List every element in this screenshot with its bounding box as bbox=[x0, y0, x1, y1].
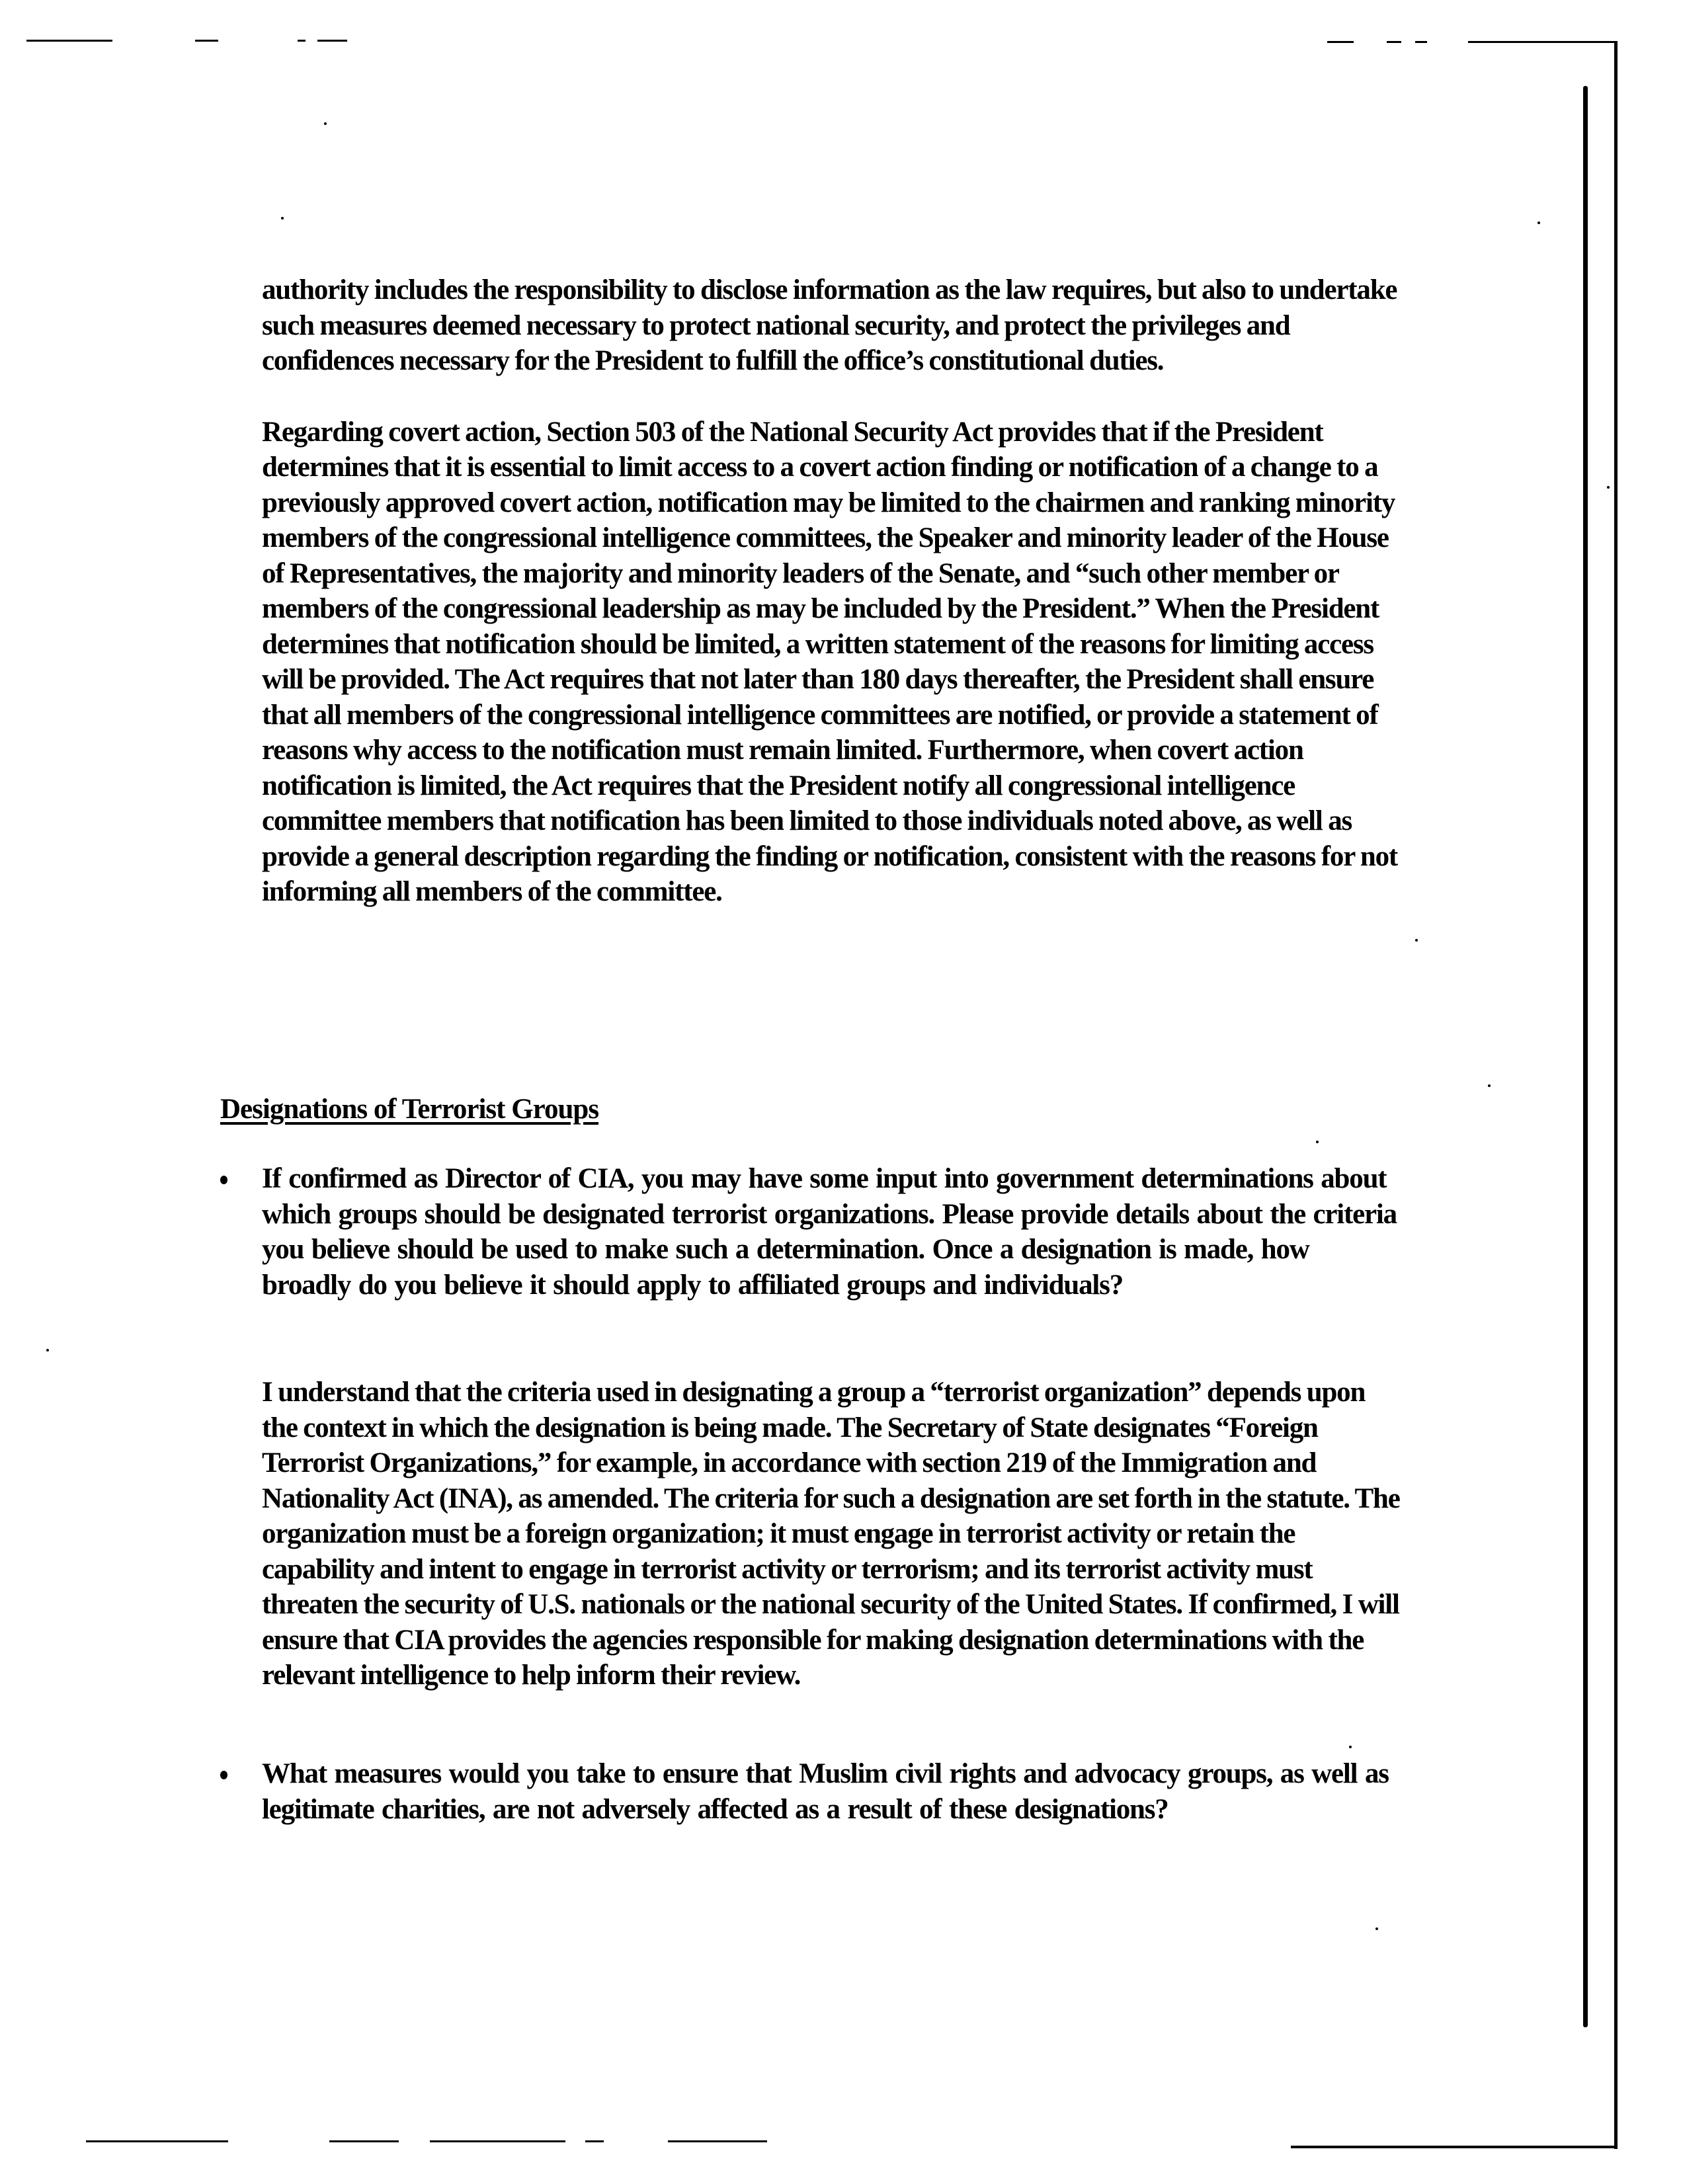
paragraph-authority: authority includes the responsibility to disclose information as the law requires, but also to undertake such measures deemed necessary to protect national security, and protect the privileges and confidences necessary for the President to fulfill the office’s constitutional duties. bbox=[262, 274, 1397, 376]
scan-artifact-dash bbox=[86, 2140, 228, 2142]
scan-speck bbox=[1488, 1084, 1491, 1087]
scan-border-right bbox=[1614, 41, 1618, 2149]
scan-artifact-dash bbox=[585, 2140, 604, 2142]
scan-speck bbox=[1375, 1927, 1378, 1930]
scan-artifact-dash bbox=[1387, 41, 1401, 43]
bullet-icon bbox=[220, 1756, 262, 1791]
question-2 bbox=[220, 1756, 1404, 1827]
question-1 bbox=[220, 1161, 1404, 1303]
scan-speck bbox=[1316, 1141, 1319, 1143]
scan-speck bbox=[1349, 1746, 1352, 1748]
scan-artifact-dash bbox=[329, 2140, 399, 2142]
section-heading: Designations of Terrorist Groups bbox=[220, 1094, 599, 1125]
scan-artifact-dash bbox=[1327, 41, 1354, 43]
scan-artifact-dash bbox=[430, 2140, 565, 2142]
scan-speck bbox=[324, 122, 327, 125]
scan-artifact-dash bbox=[26, 40, 112, 42]
scan-artifact-dash bbox=[1415, 41, 1427, 43]
question-text: If confirmed as Director of CIA, you may have some input into government determinations about which groups should be designated terrorist organizations. Please provide details about the criteria you believe should be used to make such a determination. Once a designation is made, how broadly do you believe it should apply to affiliated groups and individuals? bbox=[262, 1163, 1397, 1301]
scan-border-top bbox=[1468, 41, 1618, 43]
question-text: What measures would you take to ensure that Muslim civil rights and advocacy groups, as well as legitimate charities, are not adversely affected as a result of these designations? bbox=[262, 1758, 1389, 1825]
paragraph-covert-action: Regarding covert action, Section 503 of the National Security Act provides that if the President determines that it is essential to limit access to a covert action finding or notification of a change to a previously approved covert action, notification may be limited to the chairmen and ranking minority members of the congressional intelligence committees, the Speaker and minority leader of the House of Representatives, the majority and minority leaders of the Senate, and “such other member or members of the congressional leadership as may be included by the President.” When the President determines that notification should be limited, a written statement of the reasons for limiting access will be provided. The Act requires that not later than 180 days thereafter, the President shall ensure that all members of the congressional intelligence committees are notified, or provide a statement of reasons why access to the notification must remain limited. Furthermore, when covert action notification is limited, the Act requires that the President notify all congressional intelligence committee members that notification has been limited to those individuals noted above, as well as provide a general description regarding the finding or notification, consistent with the reasons for not informing all members of the committee. bbox=[262, 416, 1397, 907]
answer-1: I understand that the criteria used in designating a group a “terrorist organization” depends upon the context in which the designation is being made. The Secretary of State designates “Foreign Terrorist Organizations,” for example, in accordance with section 219 of the Immigration and Nationality Act (INA), as amended. The criteria for such a designation are set forth in the statute. The organization must be a foreign organization; it must engage in terrorist activity or retain the capability and intent to engage in terrorist activity or terrorism; and its terrorist activity must threaten the security of U.S. nationals or the national security of the United States. If confirmed, I will ensure that CIA provides the agencies responsible for making designation determinations with the relevant intelligence to help inform their review. bbox=[262, 1377, 1400, 1691]
scan-artifact-dash bbox=[195, 40, 218, 42]
scan-speck bbox=[1415, 939, 1418, 942]
scan-speck bbox=[281, 217, 284, 220]
scan-artifact-dash bbox=[298, 40, 306, 42]
body-text bbox=[262, 272, 1399, 946]
scan-artifact-bar bbox=[1583, 86, 1588, 2027]
scan-speck bbox=[46, 1349, 49, 1352]
bullet-icon bbox=[220, 1161, 262, 1196]
scan-artifact-dash bbox=[668, 2140, 767, 2142]
scan-speck bbox=[1607, 486, 1610, 489]
scan-speck bbox=[1538, 222, 1540, 224]
scan-artifact-dash bbox=[317, 40, 347, 42]
scan-border-bottom bbox=[1291, 2146, 1618, 2148]
